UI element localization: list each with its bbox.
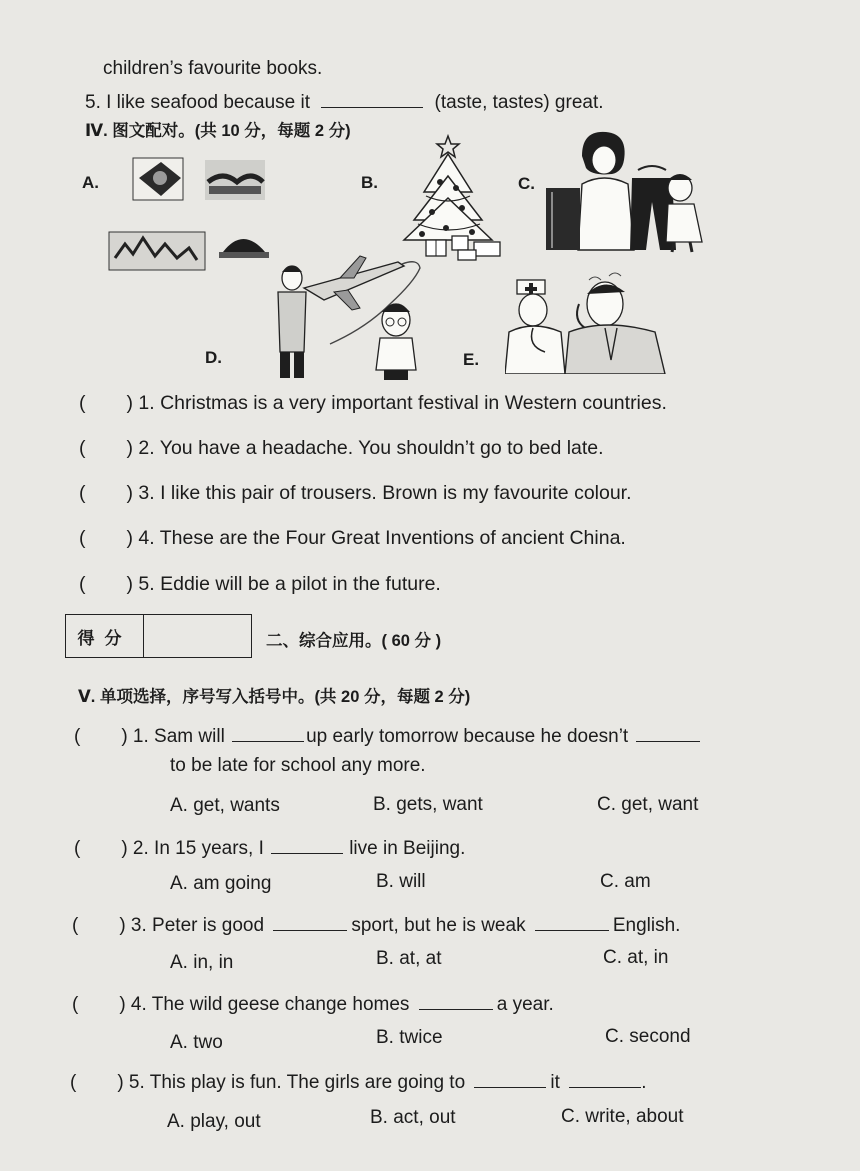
picture-label-d: D. (205, 348, 222, 367)
mc-question-2 (74, 834, 465, 860)
mc-q5-text-a: ) 5. This play is fun. The girls are going to (117, 1072, 466, 1093)
mc-q1-blank-1[interactable] (232, 722, 304, 742)
mc-q5-option-b[interactable]: B. act, out (370, 1107, 456, 1128)
answer-paren[interactable]: ( (79, 573, 86, 595)
score-box (65, 614, 252, 658)
picture-label-c: C. (518, 174, 535, 193)
mc-q2-text-b: live in Beijing. (349, 838, 466, 859)
mc-q5-text-c: . (641, 1072, 647, 1093)
answer-paren[interactable]: ( (79, 482, 86, 504)
mc-q4-text-b: a year. (496, 994, 554, 1015)
mc-q3-text-c: English. (612, 915, 681, 936)
answer-paren[interactable]: ( (79, 527, 86, 549)
mc-q1-line2: to be late for school any more. (170, 755, 426, 776)
compass-icon (133, 158, 183, 200)
score-label: 得分 (66, 615, 144, 657)
q5-blank[interactable] (321, 88, 423, 108)
answer-paren[interactable]: ( (79, 392, 86, 414)
matching-text: ) 3. I like this pair of trousers. Brown is my favourite colour. (126, 482, 632, 504)
mc-q3-text-b: sport, but he is weak (351, 915, 526, 936)
mc-q4-option-a[interactable]: A. two (170, 1032, 223, 1053)
mc-q2-option-a[interactable]: A. am going (170, 873, 272, 894)
printing-icon (109, 232, 205, 270)
answer-paren[interactable]: ( (70, 1072, 77, 1093)
mc-q4-blank[interactable] (419, 990, 493, 1010)
mc-q2-option-b[interactable]: B. will (376, 871, 426, 892)
paper-making-icon (205, 160, 265, 200)
pilot-figure-icon (278, 266, 306, 378)
section4-heading: Ⅳ. 图文配对。(共 10 分，每题 2 分) (85, 122, 351, 140)
mc-q1-option-a[interactable]: A. get, wants (170, 795, 280, 816)
mc-q4-text-a: ) 4. The wild geese change homes (119, 994, 410, 1015)
mc-q3-option-a[interactable]: A. in, in (170, 952, 234, 973)
christmas-tree-icon (404, 136, 492, 240)
picture-label-e: E. (463, 350, 480, 369)
mc-q5-blank-2[interactable] (569, 1068, 641, 1088)
doctor-figure-icon (505, 280, 565, 374)
patient-figure-icon (565, 273, 665, 374)
matching-item-3 (79, 482, 632, 505)
matching-item-2 (79, 437, 604, 460)
score-field[interactable] (144, 615, 251, 657)
answer-paren[interactable]: ( (72, 994, 79, 1015)
matching-text: ) 5. Eddie will be a pilot in the future. (126, 573, 441, 595)
picture-label-b: B. (361, 173, 378, 192)
mc-q5-blank-1[interactable] (474, 1068, 546, 1088)
q5-text-start: 5. I like seafood because it (85, 92, 310, 113)
matching-text: ) 2. You have a headache. You shouldn’t go to bed late. (126, 437, 604, 459)
mc-q1-text-a: ) 1. Sam will (121, 726, 225, 747)
mc-q3-blank-1[interactable] (273, 911, 347, 931)
mother-figure-icon (546, 132, 634, 250)
section5-heading: Ⅴ. 单项选择，序号写入括号中。(共 20 分，每题 2 分) (78, 688, 471, 706)
intro-line: children’s favourite books. (103, 58, 323, 79)
mc-question-3 (72, 911, 680, 937)
mc-q1-text-b: up early tomorrow because he doesn’t (306, 726, 629, 747)
answer-paren[interactable]: ( (79, 437, 86, 459)
matching-item-5 (79, 573, 441, 596)
mc-question-1 (74, 722, 700, 748)
mc-q1-blank-2[interactable] (636, 722, 700, 742)
mc-q2-blank[interactable] (271, 834, 343, 854)
mc-q1-option-c[interactable]: C. get, want (597, 794, 699, 815)
picture-label-a: A. (82, 173, 99, 192)
mc-q4-option-b[interactable]: B. twice (376, 1027, 443, 1048)
section2-heading: 二、综合应用。( 60 分 ) (266, 632, 442, 650)
mc-q3-option-b[interactable]: B. at, at (376, 948, 442, 969)
shopping-picture (542, 128, 712, 254)
fill-question-5 (85, 88, 604, 114)
christmas-tree-picture (396, 132, 506, 262)
boy-with-glasses-icon (376, 304, 416, 380)
mc-question-4 (72, 990, 554, 1016)
mc-q3-blank-2[interactable] (535, 911, 609, 931)
answer-paren[interactable]: ( (74, 726, 81, 747)
matching-text: ) 1. Christmas is a very important festival in Western countries. (126, 392, 667, 414)
mc-q5-text-b: it (550, 1072, 560, 1093)
matching-item-1 (79, 392, 667, 415)
gunpowder-icon (219, 239, 269, 258)
boy-figure-icon (666, 174, 702, 252)
mc-q1-option-b[interactable]: B. gets, want (373, 794, 483, 815)
doctor-picture (505, 270, 675, 374)
answer-paren[interactable]: ( (74, 838, 81, 859)
mc-q5-option-a[interactable]: A. play, out (167, 1111, 261, 1132)
mc-q5-option-c[interactable]: C. write, about (561, 1106, 684, 1127)
pilot-picture (270, 248, 430, 382)
mc-question-5 (70, 1068, 646, 1094)
matching-text: ) 4. These are the Four Great Inventions of ancient China. (126, 527, 626, 549)
mc-q3-text-a: ) 3. Peter is good (119, 915, 265, 936)
q5-text-end: (taste, tastes) great. (434, 92, 604, 113)
mc-q3-option-c[interactable]: C. at, in (603, 947, 669, 968)
mc-q2-option-c[interactable]: C. am (600, 871, 651, 892)
mc-q4-option-c[interactable]: C. second (605, 1026, 691, 1047)
matching-item-4 (79, 527, 626, 550)
inventions-picture (105, 148, 275, 276)
answer-paren[interactable]: ( (72, 915, 79, 936)
mc-q2-text-a: ) 2. In 15 years, I (121, 838, 264, 859)
